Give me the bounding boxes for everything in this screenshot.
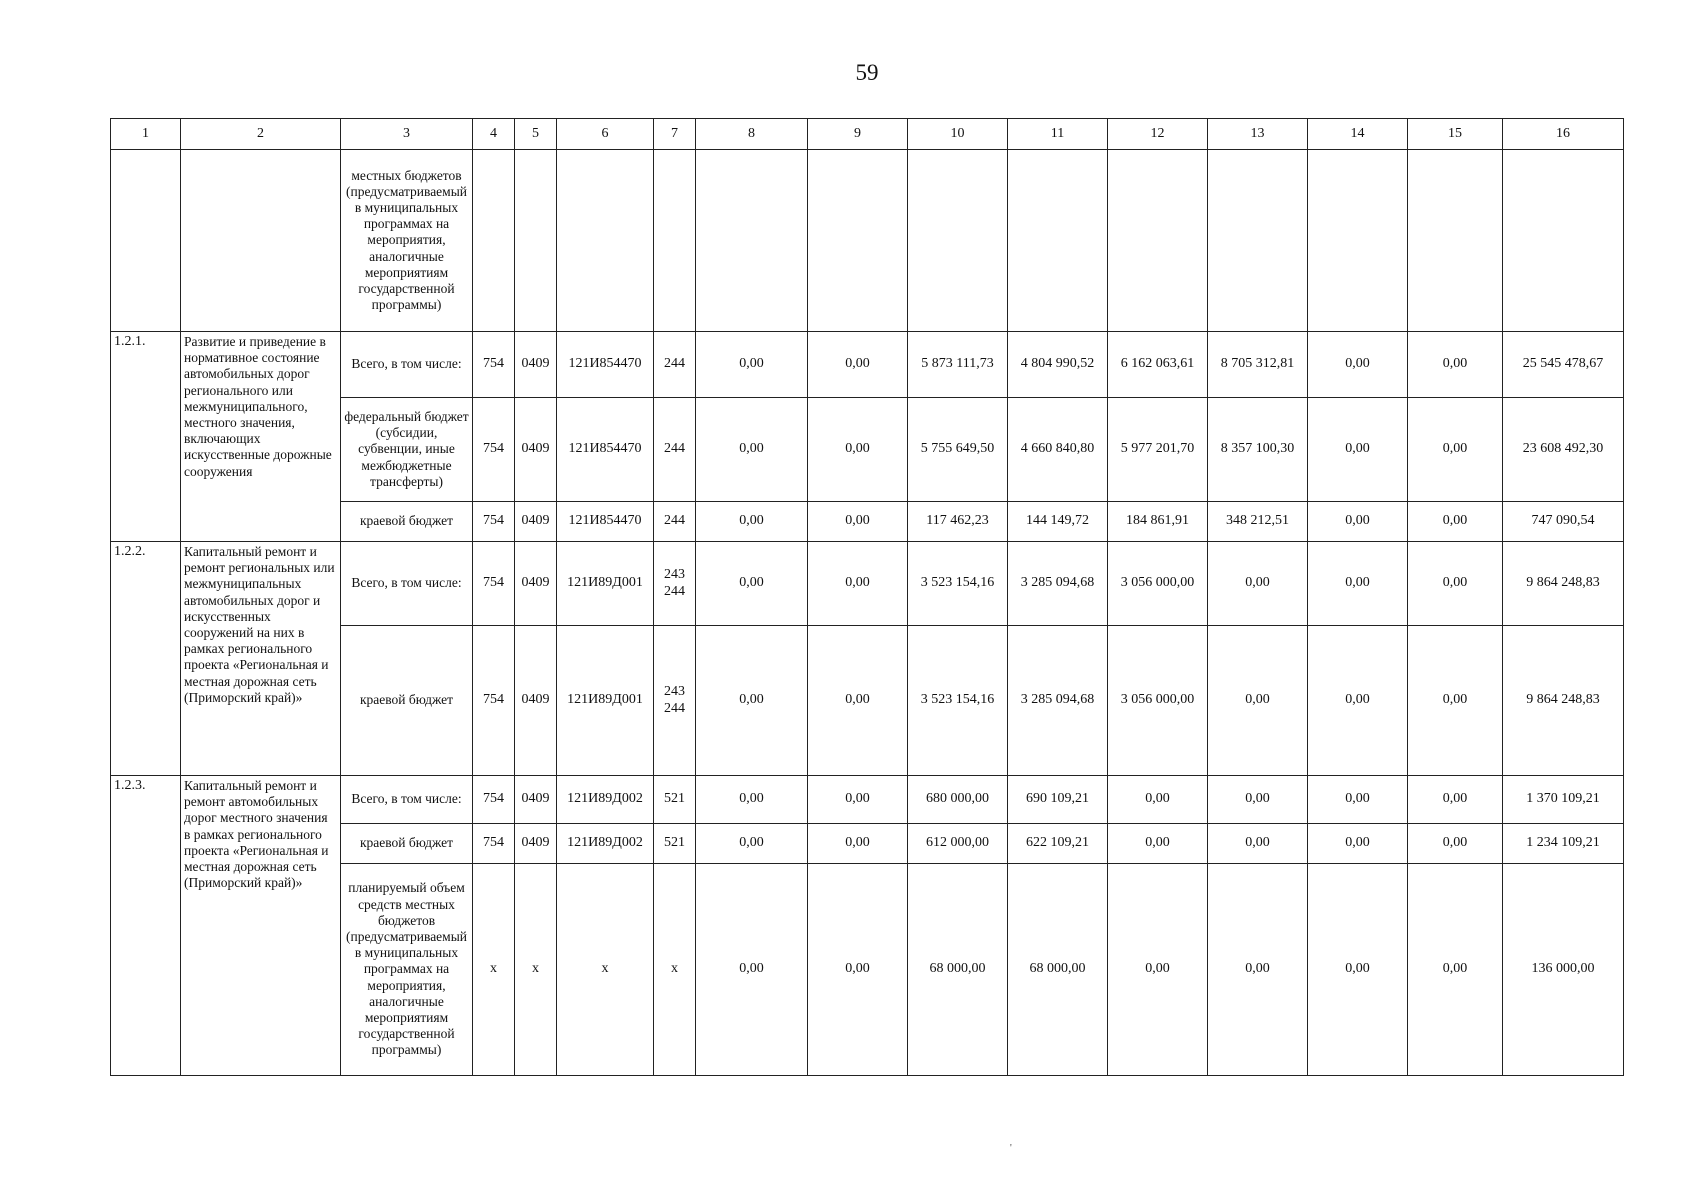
year-value-9: 0,00 xyxy=(808,776,908,824)
year-value-8: 0,00 xyxy=(696,626,808,776)
year-value-14: 0,00 xyxy=(1308,398,1408,502)
year-value-15: 0,00 xyxy=(1408,864,1503,1076)
year-value-15: 0,00 xyxy=(1408,542,1503,626)
year-value-13: 348 212,51 xyxy=(1208,502,1308,542)
column-number-2: 2 xyxy=(181,119,341,150)
year-value-11: 3 285 094,68 xyxy=(1008,542,1108,626)
column-number-6: 6 xyxy=(557,119,654,150)
vr-cell: 243 244 xyxy=(654,542,696,626)
grbs-cell: 754 xyxy=(473,542,515,626)
year-value-15: 0,00 xyxy=(1408,824,1503,864)
rzpr-cell: 0409 xyxy=(515,626,557,776)
year-value-12: 0,00 xyxy=(1108,824,1208,864)
total-value: 747 090,54 xyxy=(1503,502,1624,542)
column-number-7: 7 xyxy=(654,119,696,150)
funding-source-cell: планируемый объем средств местных бюджетов (предусматриваемый в муниципальных программах на мероприятия, аналогичные мероприятиям государственной программы) xyxy=(341,864,473,1076)
year-value-11: 690 109,21 xyxy=(1008,776,1108,824)
rzpr-cell: x xyxy=(515,864,557,1076)
budget-table xyxy=(110,118,1624,1076)
column-number-5: 5 xyxy=(515,119,557,150)
csr-cell: 121И89Д002 xyxy=(557,824,654,864)
funding-source-cell: Всего, в том числе: xyxy=(341,776,473,824)
column-number-10: 10 xyxy=(908,119,1008,150)
csr-cell: 121И89Д002 xyxy=(557,776,654,824)
column-number-13: 13 xyxy=(1208,119,1308,150)
funding-source-cell: федеральный бюджет (субсидии, субвенции, иные межбюджетные трансферты) xyxy=(341,398,473,502)
year-value-8: 0,00 xyxy=(696,542,808,626)
activity-name: Капитальный ремонт и ремонт региональных или межмуниципальных автомобильных дорог и искусственных сооружений на них в рамках регионального проекта «Региональная и местная дорожная сеть (Приморский край)» xyxy=(181,542,341,776)
column-number-12: 12 xyxy=(1108,119,1208,150)
year-value-9: 0,00 xyxy=(808,824,908,864)
year-value-11: 4 804 990,52 xyxy=(1008,332,1108,398)
year-value-14: 0,00 xyxy=(1308,502,1408,542)
grbs-cell: x xyxy=(473,864,515,1076)
year-value-10: 68 000,00 xyxy=(908,864,1008,1076)
page-number: 59 xyxy=(855,60,879,85)
column-number-15: 15 xyxy=(1408,119,1503,150)
grbs-cell: 754 xyxy=(473,502,515,542)
grbs-cell: 754 xyxy=(473,626,515,776)
year-value-10: 5 755 649,50 xyxy=(908,398,1008,502)
year-value-10: 5 873 111,73 xyxy=(908,332,1008,398)
funding-source-cell: краевой бюджет xyxy=(341,502,473,542)
total-value: 1 234 109,21 xyxy=(1503,824,1624,864)
table-row xyxy=(111,332,1624,398)
vr-cell: 244 xyxy=(654,502,696,542)
column-number-11: 11 xyxy=(1008,119,1108,150)
year-value-12: 3 056 000,00 xyxy=(1108,542,1208,626)
vr-cell: 521 xyxy=(654,824,696,864)
year-value-9: 0,00 xyxy=(808,542,908,626)
total-value: 23 608 492,30 xyxy=(1503,398,1624,502)
column-number-3: 3 xyxy=(341,119,473,150)
total-value: 1 370 109,21 xyxy=(1503,776,1624,824)
year-value-10: 612 000,00 xyxy=(908,824,1008,864)
cell-col2 xyxy=(181,150,341,332)
year-value-14: 0,00 xyxy=(1308,776,1408,824)
year-value-9: 0,00 xyxy=(808,626,908,776)
column-number-14: 14 xyxy=(1308,119,1408,150)
activity-code: 1.2.2. xyxy=(111,542,181,776)
vr-cell: 521 xyxy=(654,776,696,824)
year-value-10: 3 523 154,16 xyxy=(908,626,1008,776)
rzpr-cell: 0409 xyxy=(515,398,557,502)
year-value-10: 680 000,00 xyxy=(908,776,1008,824)
activity-name: Капитальный ремонт и ремонт автомобильных дорог местного значения в рамках регионального проекта «Региональная и местная дорожная сеть (Приморский край)» xyxy=(181,776,341,1076)
csr-cell: 121И854470 xyxy=(557,502,654,542)
vr-cell: 244 xyxy=(654,398,696,502)
year-value-15: 0,00 xyxy=(1408,626,1503,776)
funding-source-cell: местных бюджетов (предусматриваемый в муниципальных программах на мероприятия, аналогичные мероприятиям государственной программы) xyxy=(341,150,473,332)
year-value-8: 0,00 xyxy=(696,398,808,502)
year-value-13: 8 705 312,81 xyxy=(1208,332,1308,398)
year-value-14: 0,00 xyxy=(1308,542,1408,626)
column-number-4: 4 xyxy=(473,119,515,150)
year-value-12: 184 861,91 xyxy=(1108,502,1208,542)
grbs-cell: 754 xyxy=(473,776,515,824)
year-value-15: 0,00 xyxy=(1408,776,1503,824)
year-value-10: 117 462,23 xyxy=(908,502,1008,542)
year-value-11: 4 660 840,80 xyxy=(1008,398,1108,502)
rzpr-cell: 0409 xyxy=(515,502,557,542)
column-number-16: 16 xyxy=(1503,119,1624,150)
year-value-15: 0,00 xyxy=(1408,502,1503,542)
funding-source-cell: краевой бюджет xyxy=(341,626,473,776)
year-value-12: 0,00 xyxy=(1108,864,1208,1076)
grbs-cell: 754 xyxy=(473,824,515,864)
year-value-8: 0,00 xyxy=(696,502,808,542)
continuation-row xyxy=(111,150,1624,332)
cell-col1 xyxy=(111,150,181,332)
csr-cell: 121И854470 xyxy=(557,398,654,502)
year-value-9: 0,00 xyxy=(808,332,908,398)
rzpr-cell: 0409 xyxy=(515,332,557,398)
year-value-12: 0,00 xyxy=(1108,776,1208,824)
year-value-11: 3 285 094,68 xyxy=(1008,626,1108,776)
year-value-11: 68 000,00 xyxy=(1008,864,1108,1076)
year-value-8: 0,00 xyxy=(696,824,808,864)
year-value-14: 0,00 xyxy=(1308,332,1408,398)
year-value-14: 0,00 xyxy=(1308,824,1408,864)
csr-cell: 121И854470 xyxy=(557,332,654,398)
year-value-13: 0,00 xyxy=(1208,626,1308,776)
activity-code: 1.2.3. xyxy=(111,776,181,1076)
grbs-cell: 754 xyxy=(473,398,515,502)
funding-source-cell: краевой бюджет xyxy=(341,824,473,864)
activity-name: Развитие и приведение в нормативное состояние автомобильных дорог регионального или межмуниципального, местного значения, включающих искусственные дорожные сооружения xyxy=(181,332,341,542)
vr-cell: 244 xyxy=(654,332,696,398)
activity-code: 1.2.1. xyxy=(111,332,181,542)
rzpr-cell: 0409 xyxy=(515,542,557,626)
year-value-9: 0,00 xyxy=(808,864,908,1076)
column-number-8: 8 xyxy=(696,119,808,150)
table-row xyxy=(111,542,1624,626)
column-number-row xyxy=(111,119,1624,150)
year-value-12: 6 162 063,61 xyxy=(1108,332,1208,398)
year-value-15: 0,00 xyxy=(1408,398,1503,502)
csr-cell: 121И89Д001 xyxy=(557,626,654,776)
year-value-13: 0,00 xyxy=(1208,542,1308,626)
year-value-9: 0,00 xyxy=(808,502,908,542)
grbs-cell: 754 xyxy=(473,332,515,398)
year-value-15: 0,00 xyxy=(1408,332,1503,398)
year-value-14: 0,00 xyxy=(1308,626,1408,776)
year-value-14: 0,00 xyxy=(1308,864,1408,1076)
year-value-8: 0,00 xyxy=(696,776,808,824)
year-value-13: 0,00 xyxy=(1208,776,1308,824)
column-number-9: 9 xyxy=(808,119,908,150)
funding-source-cell: Всего, в том числе: xyxy=(341,542,473,626)
year-value-13: 0,00 xyxy=(1208,824,1308,864)
year-value-11: 144 149,72 xyxy=(1008,502,1108,542)
footnote-mark: ' xyxy=(1010,1143,1012,1154)
total-value: 136 000,00 xyxy=(1503,864,1624,1076)
rzpr-cell: 0409 xyxy=(515,776,557,824)
year-value-9: 0,00 xyxy=(808,398,908,502)
year-value-12: 5 977 201,70 xyxy=(1108,398,1208,502)
total-value: 9 864 248,83 xyxy=(1503,542,1624,626)
funding-source-cell: Всего, в том числе: xyxy=(341,332,473,398)
vr-cell: 243 244 xyxy=(654,626,696,776)
year-value-8: 0,00 xyxy=(696,332,808,398)
csr-cell: 121И89Д001 xyxy=(557,542,654,626)
year-value-13: 8 357 100,30 xyxy=(1208,398,1308,502)
rzpr-cell: 0409 xyxy=(515,824,557,864)
vr-cell: x xyxy=(654,864,696,1076)
year-value-12: 3 056 000,00 xyxy=(1108,626,1208,776)
column-number-1: 1 xyxy=(111,119,181,150)
year-value-8: 0,00 xyxy=(696,864,808,1076)
year-value-10: 3 523 154,16 xyxy=(908,542,1008,626)
total-value: 9 864 248,83 xyxy=(1503,626,1624,776)
csr-cell: x xyxy=(557,864,654,1076)
year-value-11: 622 109,21 xyxy=(1008,824,1108,864)
total-value: 25 545 478,67 xyxy=(1503,332,1624,398)
year-value-13: 0,00 xyxy=(1208,864,1308,1076)
table-row xyxy=(111,776,1624,824)
